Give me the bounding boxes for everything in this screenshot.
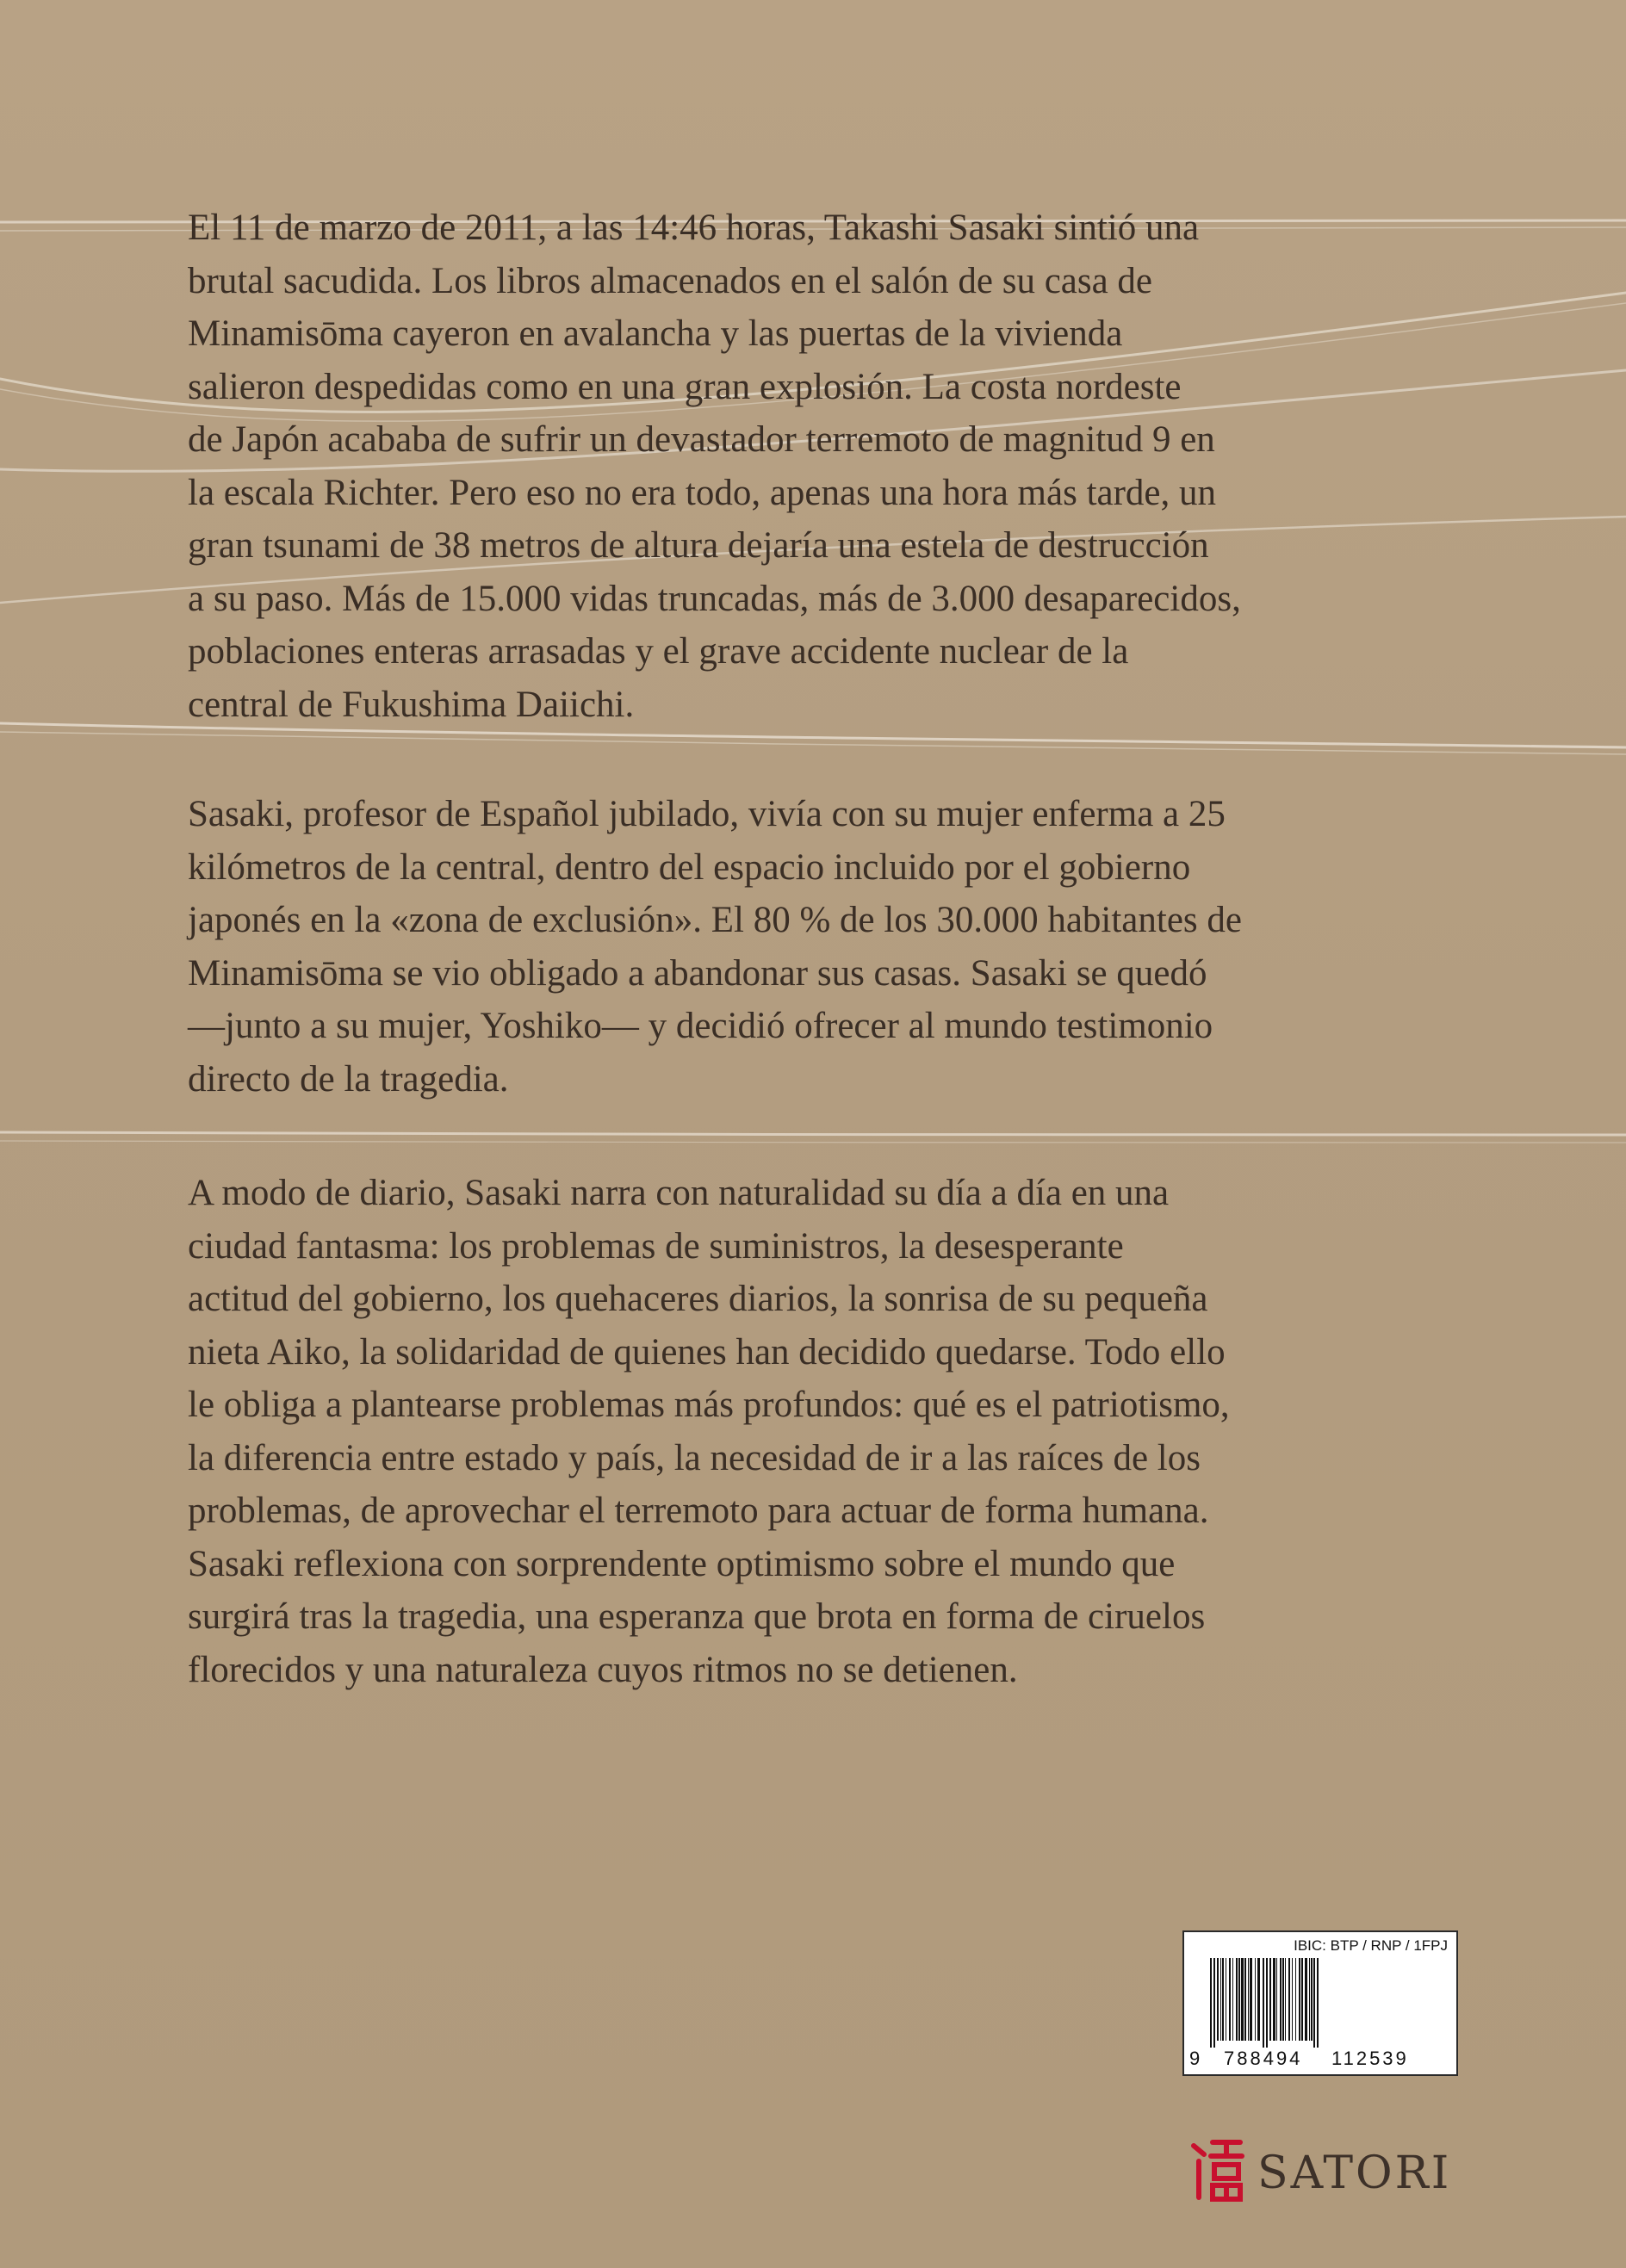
barcode-bars bbox=[1210, 1958, 1434, 2048]
barcode-bar bbox=[1244, 1958, 1246, 2041]
barcode-bar bbox=[1295, 1958, 1296, 2041]
publisher-logo bbox=[1187, 2135, 1462, 2213]
barcode-bar bbox=[1292, 1958, 1293, 2041]
isbn-right-group: 112539 bbox=[1331, 2048, 1409, 2069]
barcode-bar bbox=[1305, 1958, 1307, 2041]
barcode-bar bbox=[1241, 1958, 1244, 2041]
barcode-bar bbox=[1301, 1958, 1303, 2041]
barcode-bar bbox=[1299, 1958, 1300, 2041]
barcode-bar bbox=[1269, 1958, 1271, 2041]
barcode-label bbox=[1182, 1930, 1458, 2076]
barcode-bar bbox=[1309, 1958, 1310, 2041]
barcode-bar bbox=[1222, 1958, 1224, 2041]
seal-logo-icon bbox=[1187, 2135, 1247, 2204]
isbn-digits bbox=[1189, 2048, 1451, 2072]
barcode-bar bbox=[1273, 1958, 1275, 2041]
barcode-bar bbox=[1313, 1958, 1315, 2048]
barcode-bar bbox=[1317, 1958, 1319, 2048]
barcode-bar bbox=[1248, 1958, 1249, 2041]
description-paragraph-2: Sasaki, profesor de Español jubilado, vivía con su mujer enferma a 25 kilómetros de la central, dentro del espacio incluido por el gobierno japonés en la «zona de exclusión». El 80 % de los 30.000 habitantes de Minamisōma se vio obligado a abandonar sus casas. Sasaki se quedó —junto a su mujer, Yoshiko— y decidió ofrecer al mundo testimonio directo de la tragedia. bbox=[188, 794, 1242, 1100]
publisher-name: SATORI bbox=[1257, 2147, 1452, 2199]
barcode-bar bbox=[1257, 1958, 1260, 2041]
barcode-bar bbox=[1280, 1958, 1282, 2041]
description-paragraph-3: A modo de diario, Sasaki narra con naturalidad su día a día en una ciudad fantasma: los problemas de suministros, la desesperante actitud del gobierno, los quehaceres diarios, la sonrisa de su pequeña nieta Aiko, la solidaridad de quienes han decidido quedarse. Todo ello le obliga a plantearse problemas más profundos: qué es el patriotismo, la diferencia entre estado y país, la necesidad de ir a las raíces de los problemas, de aprovechar el terremoto para actuar de forma humana. Sasaki reflexiona con sorprendente optimismo sobre el mundo que surgirá tras la tragedia, una esperanza que brota en forma de ciruelos florecidos y una naturaleza cuyos ritmos no se detienen. bbox=[188, 1173, 1230, 1690]
description-paragraph-1: El 11 de marzo de 2011, a las 14:46 horas, Takashi Sasaki sintió una brutal sacudida. Los libros almacenados en el salón de su casa de Minamisōma cayeron en avalancha y las puertas de la vivienda salieron despedidas como en una gran explosión. La costa nordeste de Japón acababa de sufrir un devastador terremoto de magnitud 9 en la escala Richter. Pero eso no era todo, apenas una hora más tarde, un gran tsunami de 38 metros de altura dejaría una estela de destrucción a su paso. Más de 15.000 vidas truncadas, más de 3.000 desaparecidos, poblaciones enteras arrasadas y el grave accidente nuclear de la central de Fukushima Daiichi. bbox=[188, 208, 1241, 725]
barcode-bar bbox=[1213, 1958, 1215, 2048]
barcode-bar bbox=[1229, 1958, 1231, 2041]
isbn-left-group: 788494 bbox=[1224, 2048, 1303, 2069]
barcode-bar bbox=[1250, 1958, 1252, 2041]
barcode-bar bbox=[1232, 1958, 1233, 2041]
ibic-code: IBIC: BTP / RNP / 1FPJ bbox=[1294, 1937, 1448, 1954]
isbn-first-digit: 9 bbox=[1189, 2048, 1201, 2069]
barcode-bar bbox=[1282, 1958, 1284, 2041]
barcode-bar bbox=[1238, 1958, 1240, 2041]
barcode-bar bbox=[1266, 1958, 1268, 2048]
barcode-bar bbox=[1236, 1958, 1238, 2041]
barcode-bar bbox=[1288, 1958, 1290, 2041]
barcode-bar bbox=[1255, 1958, 1256, 2041]
barcode-bar bbox=[1220, 1958, 1221, 2041]
barcode-bar bbox=[1311, 1958, 1313, 2041]
barcode-bar bbox=[1217, 1958, 1219, 2041]
barcode-bar bbox=[1285, 1958, 1286, 2041]
barcode-bar bbox=[1263, 1958, 1264, 2048]
barcode-bar bbox=[1210, 1958, 1212, 2048]
barcode-bar bbox=[1276, 1958, 1277, 2041]
